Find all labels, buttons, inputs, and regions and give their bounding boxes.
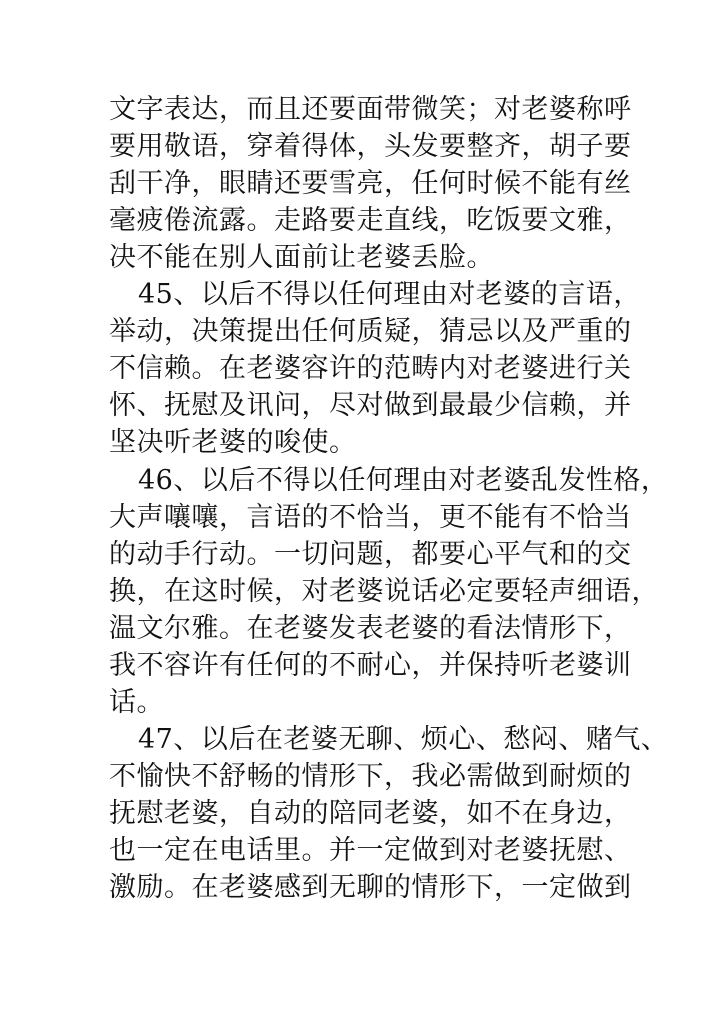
text-line: 换，在这时候，对老婆说话必定要轻声细语， bbox=[109, 576, 659, 607]
text-line: 45、以后不得以任何理由对老婆的言语， bbox=[138, 279, 641, 310]
text-line: 也一定在电话里。并一定做到对老婆抚慰、 bbox=[109, 835, 632, 866]
text-line: 大声嚷嚷，言语的不恰当，更不能有不恰当 bbox=[109, 502, 632, 533]
text-line: 毫疲倦流露。走路要走直线，吃饭要文雅， bbox=[109, 205, 632, 236]
text-line: 不愉快不舒畅的情形下，我必需做到耐烦的 bbox=[109, 761, 632, 792]
text-line: 抚慰老婆，自动的陪同老婆，如不在身边， bbox=[109, 798, 632, 829]
text-line: 不信赖。在老婆容许的范畴内对老婆进行关 bbox=[109, 353, 632, 384]
text-line: 决不能在别人面前让老婆丢脸。 bbox=[109, 242, 494, 273]
text-line: 46、以后不得以任何理由对老婆乱发性格， bbox=[138, 465, 669, 496]
text-line: 话。 bbox=[109, 687, 164, 718]
text-line: 刮干净，眼睛还要雪亮，任何时候不能有丝 bbox=[109, 168, 632, 199]
text-line: 要用敬语，穿着得体，头发要整齐，胡子要 bbox=[109, 131, 632, 162]
text-line: 47、以后在老婆无聊、烦心、愁闷、赌气、 bbox=[138, 724, 669, 755]
text-line: 怀、抚慰及讯问，尽对做到最最少信赖，并 bbox=[109, 390, 632, 421]
text-line: 的动手行动。一切问题，都要心平气和的交 bbox=[109, 539, 632, 570]
text-line: 举动，决策提出任何质疑，猜忌以及严重的 bbox=[109, 316, 632, 347]
text-line: 温文尔雅。在老婆发表老婆的看法情形下， bbox=[109, 613, 632, 644]
text-line: 激励。在老婆感到无聊的情形下，一定做到 bbox=[109, 872, 632, 903]
text-line: 文字表达，而且还要面带微笑；对老婆称呼 bbox=[109, 94, 632, 125]
text-line: 我不容许有任何的不耐心，并保持听老婆训 bbox=[109, 650, 632, 681]
text-line: 坚决听老婆的唆使。 bbox=[109, 427, 357, 458]
